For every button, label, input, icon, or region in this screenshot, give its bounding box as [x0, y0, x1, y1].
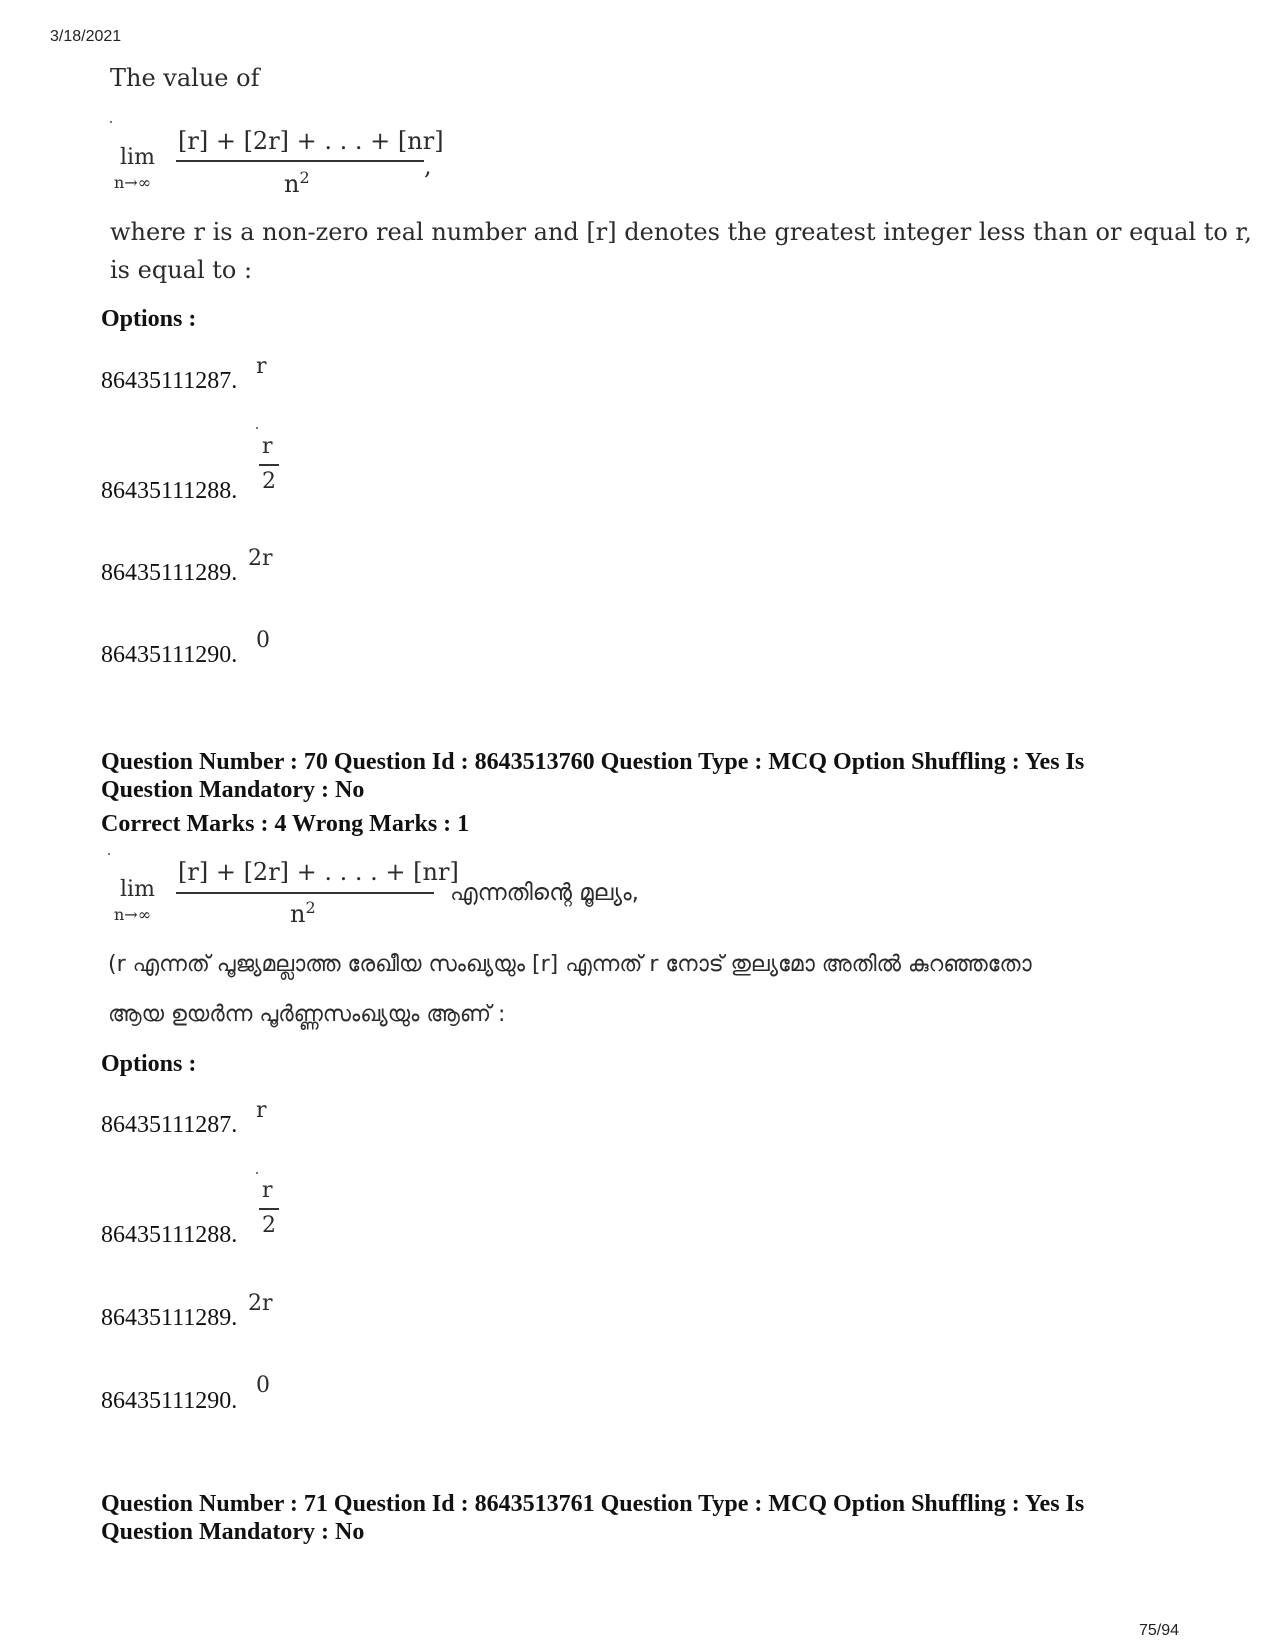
option-fraction-numerator: r — [262, 1178, 273, 1203]
option-value: 2r — [248, 546, 273, 571]
question-intro: The value of — [110, 64, 260, 92]
malayalam-text-line-1: (r എന്നത് പൂജ്യമല്ലാത്ത രേഖീയ സംഖ്യയും [r] എന്നത് r നോട് തുല്യമോ അതിൽ കുറഞ്ഞതോ — [108, 952, 1032, 977]
option-fraction-numerator: r — [262, 434, 273, 459]
scan-dot — [256, 1172, 258, 1174]
denominator-base: n — [290, 900, 306, 928]
question-meta-line-1: Question Number : 70 Question Id : 8643513760 Question Type : MCQ Option Shuffling : Yes Is — [101, 749, 1085, 775]
fraction-bar — [176, 160, 424, 162]
option-value: r — [256, 1098, 267, 1123]
lim-label: lim — [120, 145, 155, 170]
scan-dot — [256, 427, 258, 429]
lim-subscript: n→∞ — [114, 905, 152, 924]
question-meta-line-1: Question Number : 71 Question Id : 8643513761 Question Type : MCQ Option Shuffling : Yes Is — [101, 1491, 1085, 1517]
comma: , — [424, 152, 432, 180]
denominator-exponent: 2 — [305, 898, 316, 917]
question-meta-line-2: Question Mandatory : No — [101, 777, 365, 803]
fraction-numerator: [r] + [2r] + . . . + [nr] — [178, 127, 444, 155]
option-id: 86435111288. — [101, 478, 238, 504]
scan-dot — [108, 853, 110, 855]
option-id: 86435111289. — [101, 560, 238, 586]
option-value: 0 — [256, 1373, 270, 1398]
option-id: 86435111289. — [101, 1305, 238, 1331]
scan-dot — [110, 121, 112, 123]
option-fraction-bar — [259, 1208, 279, 1210]
print-date: 3/18/2021 — [50, 28, 122, 45]
question-text-line-1: where r is a non-zero real number and [r] denotes the greatest integer less than or equal to r, — [110, 218, 1252, 246]
option-id: 86435111287. — [101, 368, 238, 394]
option-id: 86435111287. — [101, 1112, 238, 1138]
lim-label: lim — [120, 877, 155, 902]
options-heading: Options : — [101, 306, 197, 332]
option-id: 86435111290. — [101, 1388, 238, 1414]
question-marks: Correct Marks : 4 Wrong Marks : 1 — [101, 811, 470, 837]
fraction-denominator — [290, 898, 316, 928]
option-value: r — [256, 354, 267, 379]
option-value: 2r — [248, 1291, 273, 1316]
lim-subscript: n→∞ — [114, 173, 152, 192]
fraction-numerator: [r] + [2r] + . . . . + [nr] — [178, 858, 459, 886]
option-fraction-denominator: 2 — [262, 469, 276, 494]
denominator-exponent: 2 — [299, 168, 310, 187]
question-meta-line-2: Question Mandatory : No — [101, 1519, 365, 1545]
option-fraction-denominator: 2 — [262, 1213, 276, 1238]
options-heading: Options : — [101, 1051, 197, 1077]
malayalam-text-line-2: ആയ ഉയർന്ന പൂർണ്ണസംഖ്യയും ആണ് : — [108, 1002, 506, 1027]
option-id: 86435111288. — [101, 1222, 238, 1248]
malayalam-expression-tail: എന്നതിന്റെ മൂല്യം, — [450, 880, 639, 906]
option-value: 0 — [256, 628, 270, 653]
option-id: 86435111290. — [101, 642, 238, 668]
denominator-base: n — [284, 170, 300, 198]
question-text-line-2: is equal to : — [110, 256, 253, 284]
option-fraction-bar — [259, 464, 279, 466]
page-number: 75/94 — [1138, 1622, 1179, 1639]
fraction-bar — [176, 892, 434, 894]
fraction-denominator — [284, 168, 310, 198]
